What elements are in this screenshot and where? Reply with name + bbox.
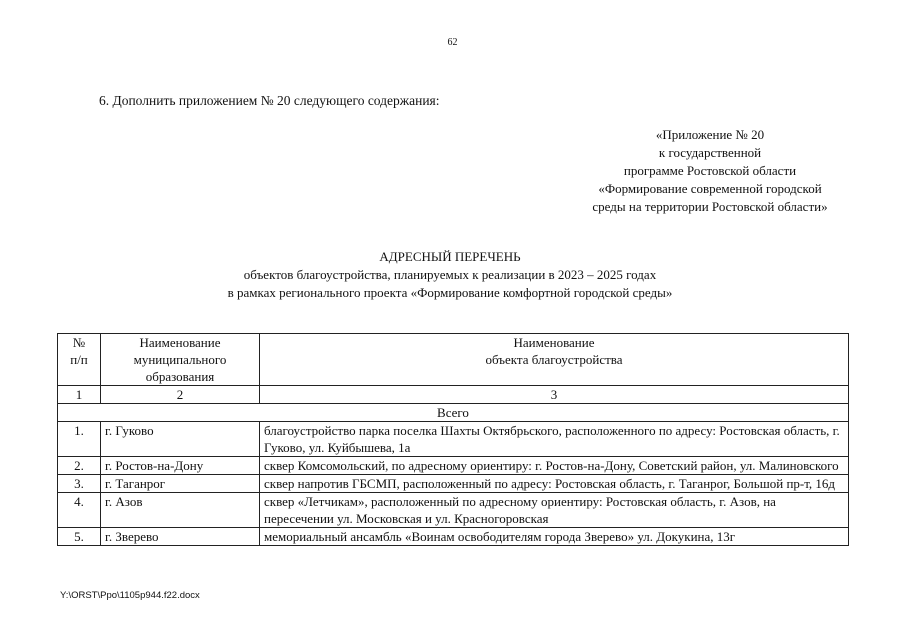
- column-number-row: [58, 386, 849, 404]
- row-object: сквер Комсомольский, по адресному ориентиру: г. Ростов-на-Дону, Советский район, ул. Малиновского: [260, 457, 849, 475]
- row-object: сквер «Летчикам», расположенный по адресному ориентиру: Ростовская область, г. Азов, на пересечении ул. Московская и ул. Красногоровская: [260, 493, 849, 528]
- row-number: 5.: [58, 528, 101, 546]
- file-path-footer: Y:\ORST\Ppo\1105p944.f22.docx: [60, 590, 200, 601]
- title-line: в рамках регионального проекта «Формирование комфортной городской среды»: [227, 285, 673, 300]
- table-row: [58, 457, 849, 475]
- appendix-header: [560, 126, 860, 216]
- appendix-line: среды на территории Ростовской области»: [592, 199, 828, 214]
- appendix-line: «Приложение № 20: [655, 127, 765, 142]
- col-number: 1: [58, 386, 101, 404]
- appendix-line: к государственной: [658, 145, 762, 160]
- address-list-table: [57, 333, 849, 546]
- table-row: [58, 528, 849, 546]
- title-line: объектов благоустройства, планируемых к реализации в 2023 – 2025 годах: [243, 267, 657, 282]
- total-label: Всего: [58, 404, 849, 422]
- table-row: [58, 475, 849, 493]
- col-number: 2: [101, 386, 260, 404]
- intro-text: 6. Дополнить приложением № 20 следующего содержания:: [99, 93, 440, 108]
- header-municipality: Наименование муниципального образования: [101, 334, 260, 386]
- table-row: [58, 493, 849, 528]
- row-municipality: г. Гуково: [101, 422, 260, 457]
- row-number: 2.: [58, 457, 101, 475]
- row-object: сквер напротив ГБСМП, расположенный по адресу: Ростовская область, г. Таганрог, Большой пр-т, 16д: [260, 475, 849, 493]
- row-object: благоустройство парка поселка Шахты Октябрьского, расположенного по адресу: Ростовская область, г. Гуково, ул. Куйбышева, 1а: [260, 422, 849, 457]
- header-num: № п/п: [58, 334, 101, 386]
- row-municipality: г. Зверево: [101, 528, 260, 546]
- page-number: 62: [447, 37, 458, 48]
- document-title: [150, 248, 750, 302]
- col-number: 3: [260, 386, 849, 404]
- row-municipality: г. Таганрог: [101, 475, 260, 493]
- row-municipality: г. Азов: [101, 493, 260, 528]
- row-number: 4.: [58, 493, 101, 528]
- total-row: [58, 404, 849, 422]
- row-object: мемориальный ансамбль «Воинам освободителям города Зверево» ул. Докукина, 13г: [260, 528, 849, 546]
- row-municipality: г. Ростов-на-Дону: [101, 457, 260, 475]
- row-number: 3.: [58, 475, 101, 493]
- table-header-row: [58, 334, 849, 386]
- row-number: 1.: [58, 422, 101, 457]
- header-object: Наименование объекта благоустройства: [260, 334, 849, 386]
- table-row: [58, 422, 849, 457]
- appendix-line: программе Ростовской области: [623, 163, 797, 178]
- appendix-line: «Формирование современной городской: [598, 181, 822, 196]
- title-line: АДРЕСНЫЙ ПЕРЕЧЕНЬ: [379, 249, 521, 264]
